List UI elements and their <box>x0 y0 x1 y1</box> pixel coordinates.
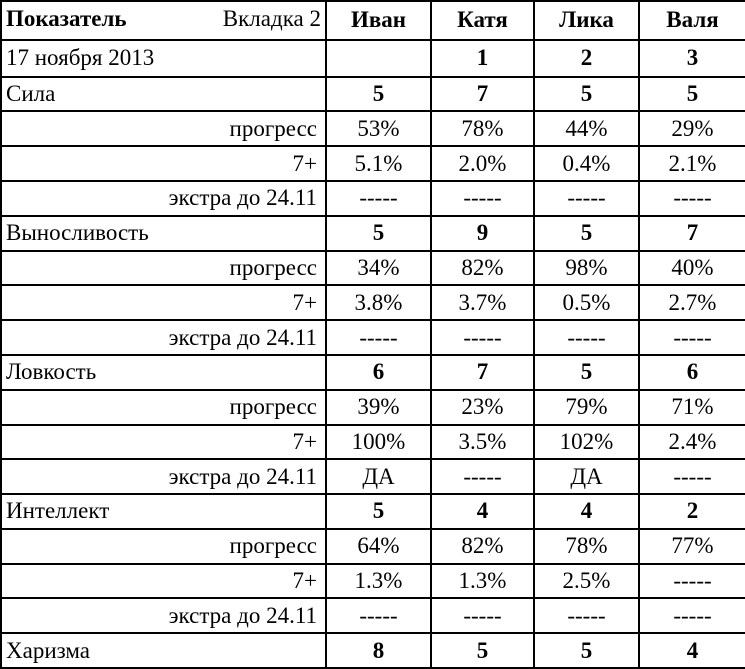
metric-value: ----- <box>431 459 534 494</box>
metric-row <box>1 459 745 494</box>
stat-level-value: 7 <box>431 355 534 390</box>
metric-label: прогресс <box>1 111 326 146</box>
stat-row <box>1 216 745 251</box>
metric-value: 82% <box>431 251 534 286</box>
player-number-katya: 1 <box>431 40 534 77</box>
stat-level-value: 6 <box>639 355 745 390</box>
metric-label: экстра до 24.11 <box>1 181 326 216</box>
player-number-ivan <box>326 40 431 77</box>
metric-value: 77% <box>639 529 745 564</box>
stat-level-value: 5 <box>639 77 745 112</box>
stat-level-value: 5 <box>326 77 431 112</box>
player-name-ivan: Иван <box>326 1 431 40</box>
stat-level-value: 4 <box>431 494 534 529</box>
metric-value: 2.4% <box>639 425 745 460</box>
metric-value: 82% <box>431 529 534 564</box>
player-name-valya: Валя <box>639 1 745 40</box>
player-number-valya: 3 <box>639 40 745 77</box>
stat-level-value: 4 <box>534 494 639 529</box>
stats-table-body <box>1 1 745 668</box>
metric-value: 1.3% <box>326 564 431 599</box>
metric-label: 7+ <box>1 425 326 460</box>
stat-level-value: 9 <box>431 216 534 251</box>
metric-label: прогресс <box>1 251 326 286</box>
metric-value: 98% <box>534 251 639 286</box>
metric-value: ДА <box>534 459 639 494</box>
metric-label: экстра до 24.11 <box>1 459 326 494</box>
stat-level-value: 6 <box>326 355 431 390</box>
metric-row <box>1 285 745 320</box>
metric-value: ----- <box>431 181 534 216</box>
metric-value: ----- <box>639 598 745 633</box>
header-row-names <box>1 1 745 40</box>
metric-value: 29% <box>639 111 745 146</box>
metric-value: 3.5% <box>431 425 534 460</box>
stat-level-value: 5 <box>326 494 431 529</box>
metric-label: 7+ <box>1 146 326 181</box>
metric-row <box>1 320 745 355</box>
metric-value: 34% <box>326 251 431 286</box>
stat-row <box>1 494 745 529</box>
stat-level-value: 5 <box>534 216 639 251</box>
stat-row <box>1 355 745 390</box>
metric-row <box>1 425 745 460</box>
metric-value: 2.1% <box>639 146 745 181</box>
stat-level-value: 7 <box>639 216 745 251</box>
stat-row <box>1 77 745 112</box>
metric-value: 102% <box>534 425 639 460</box>
metric-value: ----- <box>431 320 534 355</box>
stat-name: Интеллект <box>1 494 326 529</box>
metric-value: ----- <box>639 181 745 216</box>
metric-value: ----- <box>326 181 431 216</box>
metric-row <box>1 529 745 564</box>
metric-value: ----- <box>431 598 534 633</box>
metric-row <box>1 181 745 216</box>
metric-label: 7+ <box>1 285 326 320</box>
stat-level-value: 5 <box>534 77 639 112</box>
metric-value: ----- <box>639 564 745 599</box>
stat-level-value: 7 <box>431 77 534 112</box>
tab-label: Вкладка 2 <box>222 6 321 31</box>
metric-value: 2.0% <box>431 146 534 181</box>
stat-level-value: 8 <box>326 633 431 668</box>
report-date: 17 ноября 2013 <box>1 40 326 77</box>
metric-label: экстра до 24.11 <box>1 320 326 355</box>
metric-value: 0.5% <box>534 285 639 320</box>
metric-value: 79% <box>534 390 639 425</box>
player-name-katya: Катя <box>431 1 534 40</box>
stat-name: Харизма <box>1 633 326 668</box>
metric-value: ----- <box>326 320 431 355</box>
metric-value: 2.5% <box>534 564 639 599</box>
stat-level-value: 4 <box>639 633 745 668</box>
metric-value: 78% <box>534 529 639 564</box>
stat-row <box>1 633 745 668</box>
metric-value: 1.3% <box>431 564 534 599</box>
metric-value: 53% <box>326 111 431 146</box>
metric-row <box>1 390 745 425</box>
metric-value: 39% <box>326 390 431 425</box>
metric-label: 7+ <box>1 564 326 599</box>
metric-value: 71% <box>639 390 745 425</box>
header-row-numbers <box>1 40 745 77</box>
metric-row <box>1 111 745 146</box>
metric-value: ДА <box>326 459 431 494</box>
metric-label: экстра до 24.11 <box>1 598 326 633</box>
stat-level-value: 5 <box>534 355 639 390</box>
metric-row <box>1 146 745 181</box>
metric-value: ----- <box>326 598 431 633</box>
metric-label: прогресс <box>1 529 326 564</box>
metric-label: прогресс <box>1 390 326 425</box>
metric-value: 100% <box>326 425 431 460</box>
metric-value: 78% <box>431 111 534 146</box>
stat-level-value: 5 <box>326 216 431 251</box>
metric-value: 0.4% <box>534 146 639 181</box>
header-title-cell <box>1 1 326 40</box>
metric-row <box>1 564 745 599</box>
metric-value: 3.7% <box>431 285 534 320</box>
metric-value: ----- <box>534 320 639 355</box>
metric-value: ----- <box>639 320 745 355</box>
table-title: Показатель <box>6 6 127 31</box>
metric-value: 23% <box>431 390 534 425</box>
metric-row <box>1 251 745 286</box>
stat-level-value: 5 <box>534 633 639 668</box>
metric-row <box>1 598 745 633</box>
stat-name: Выносливость <box>1 216 326 251</box>
stat-name: Ловкость <box>1 355 326 390</box>
player-name-lika: Лика <box>534 1 639 40</box>
metric-value: 64% <box>326 529 431 564</box>
metric-value: 40% <box>639 251 745 286</box>
metric-value: 5.1% <box>326 146 431 181</box>
metric-value: ----- <box>534 598 639 633</box>
stat-name: Сила <box>1 77 326 112</box>
stat-level-value: 5 <box>431 633 534 668</box>
player-number-lika: 2 <box>534 40 639 77</box>
metric-value: 44% <box>534 111 639 146</box>
metric-value: 3.8% <box>326 285 431 320</box>
metric-value: ----- <box>639 459 745 494</box>
stat-level-value: 2 <box>639 494 745 529</box>
metric-value: 2.7% <box>639 285 745 320</box>
metric-value: ----- <box>534 181 639 216</box>
